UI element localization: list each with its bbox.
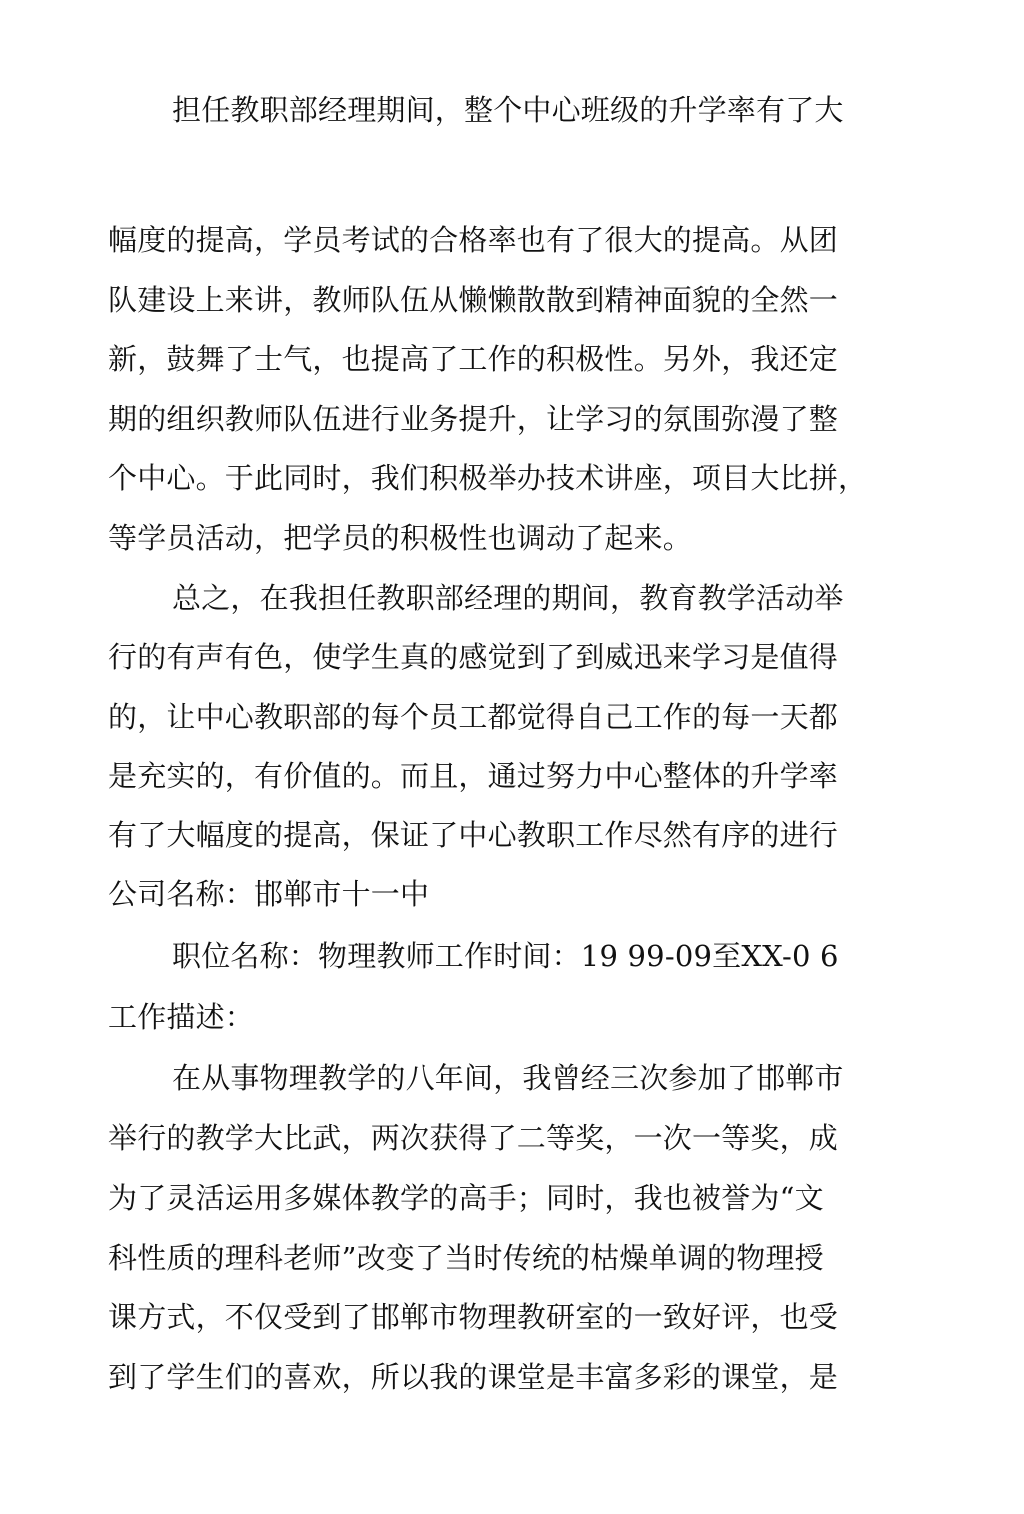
text-line: 个中心。于此同时，我们积极举办技术讲座，项目大比拼， — [108, 461, 868, 495]
text-line: 队建设上来讲，教师队伍从懒懒散散到精神面貌的全然一 — [108, 283, 839, 317]
text-line: 科性质的理科老师”改变了当时传统的枯燥单调的物理授 — [108, 1241, 824, 1275]
text-line: 总之，在我担任教职部经理的期间，教育教学活动举 — [172, 581, 844, 615]
text-line: 是充实的，有价值的。而且，通过努力中心整体的升学率 — [108, 759, 839, 793]
text-line: 行的有声有色，使学生真的感觉到了到威迅来学习是值得 — [108, 640, 839, 674]
text-line: 课方式，不仅受到了邯郸市物理教研室的一致好评，也受 — [108, 1300, 839, 1334]
text-line: 幅度的提高，学员考试的合格率也有了很大的提高。从团 — [108, 223, 839, 257]
text-line: 工作描述： — [108, 1000, 255, 1034]
text-line: 等学员活动，把学员的积极性也调动了起来。 — [108, 521, 693, 555]
text-line: 在从事物理教学的八年间，我曾经三次参加了邯郸市 — [172, 1061, 844, 1095]
text-line: 职位名称：物理教师工作时间：19 99-09至XX-0 6 — [172, 939, 839, 973]
text-line: 为了灵活运用多媒体教学的高手；同时，我也被誉为“文 — [108, 1181, 824, 1215]
text-line: 举行的教学大比武，两次获得了二等奖，一次一等奖，成 — [108, 1121, 839, 1155]
text-line: 公司名称：邯郸市十一中 — [108, 877, 430, 911]
text-line: 新，鼓舞了士气，也提高了工作的积极性。另外，我还定 — [108, 342, 839, 376]
text-line: 期的组织教师队伍进行业务提升，让学习的氛围弥漫了整 — [108, 402, 839, 436]
text-line: 有了大幅度的提高，保证了中心教职工作尽然有序的进行 — [108, 818, 839, 852]
text-line: 担任教职部经理期间，整个中心班级的升学率有了大 — [172, 93, 844, 127]
text-line: 到了学生们的喜欢，所以我的课堂是丰富多彩的课堂，是 — [108, 1360, 839, 1394]
text-line: 的，让中心教职部的每个员工都觉得自己工作的每一天都 — [108, 700, 839, 734]
